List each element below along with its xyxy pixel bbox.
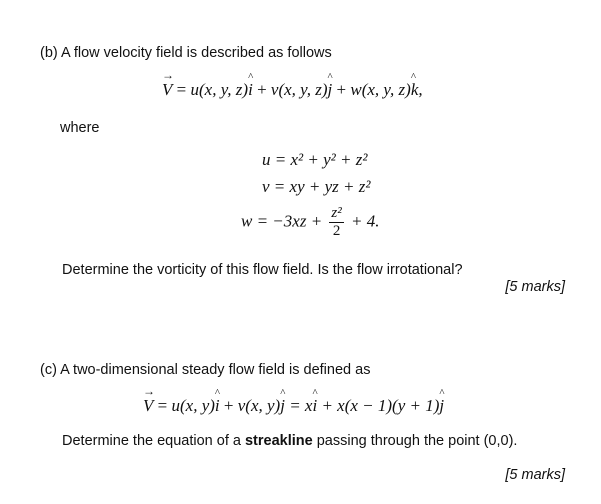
unit-vector-i: ^ i <box>312 396 317 416</box>
unit-vector-i: ^ i <box>215 396 220 416</box>
part-b-velocity-equation: → V = u(x, y, z)^ i + v(x, y, z)^ j + w(x, y, z)^ k, <box>162 80 423 100</box>
part-b-marks: [5 marks] <box>505 279 565 295</box>
part-c-velocity-equation: → V = u(x, y)^ i + v(x, y)^ j = x^ i + x(x − 1)(y + 1)^ j <box>143 396 444 416</box>
part-c-marks: [5 marks] <box>505 467 565 483</box>
w-component-equation: w = −3xz + $\frac{\text{z²}}{2}$ + 4. <box>241 205 380 239</box>
v-component-equation: v = xy + yz + z² <box>262 177 371 196</box>
vector-v-symbol: → V <box>162 80 172 100</box>
part-b-question: Determine the vorticity of this flow field. Is the flow irrotational? <box>62 262 463 278</box>
unit-vector-j: ^ j <box>328 80 333 100</box>
z-squared-over-two-fraction: $\frac{\text{z²}}{2}$ <box>331 205 342 239</box>
unit-vector-i: ^ i <box>248 80 253 100</box>
unit-vector-j: ^ j <box>280 396 285 416</box>
unit-vector-j: ^ j <box>439 396 444 416</box>
part-c-heading: (c) A two-dimensional steady flow field is defined as <box>40 362 371 378</box>
unit-vector-k: ^ k <box>411 80 419 100</box>
where-label: where <box>60 120 100 136</box>
vector-v-symbol: → V <box>143 396 153 416</box>
streakline-keyword: streakline <box>244 433 313 449</box>
u-component-equation: u = x² + y² + z² <box>262 150 368 169</box>
part-c-question: Determine the equation of a streakline passing through the point (0,0). <box>62 433 518 449</box>
part-b-heading: (b) A flow velocity field is described as follows <box>40 45 332 61</box>
